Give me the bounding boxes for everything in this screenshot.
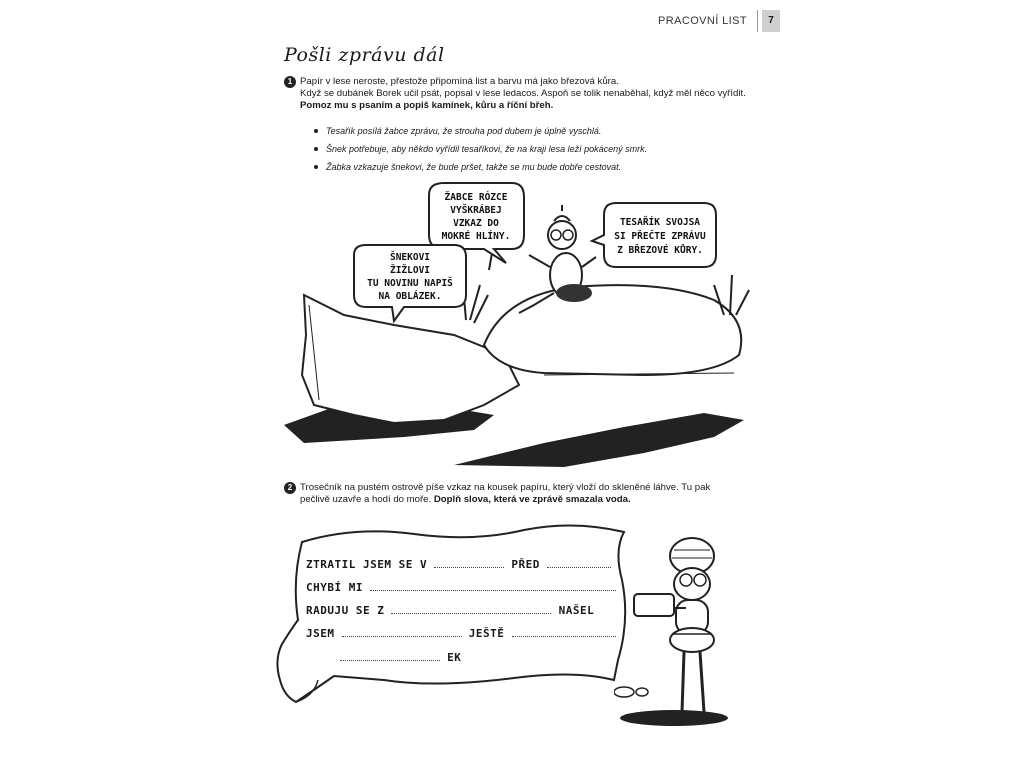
- scroll-line-1: [306, 557, 611, 571]
- task-2-line-1: Trosečník na pustém ostrově píše vzkaz na kousek papíru, který vloží do skleněné láhve. Tu pak: [300, 482, 711, 493]
- task-number-badge: 1: [284, 76, 296, 88]
- page-header: [658, 10, 780, 32]
- blank-field[interactable]: [342, 626, 462, 637]
- blank-field[interactable]: [391, 603, 551, 614]
- blank-field[interactable]: [434, 557, 504, 568]
- bubble-line: ŽABCE RÓZCE: [444, 192, 508, 203]
- bubble-line: VYŠKRÁBEJ: [450, 205, 502, 216]
- acorn-character: [614, 528, 754, 728]
- bubble-line: ŽIŽLOVI: [389, 265, 431, 276]
- speech-bubble-right: [592, 203, 716, 267]
- speech-bubble-left: [354, 245, 466, 321]
- forest-illustration: [244, 175, 780, 480]
- grass: [489, 253, 492, 270]
- scroll-text: CHYBÍ MI: [306, 581, 363, 594]
- page-title: Pošli zprávu dál: [284, 44, 445, 66]
- scroll-text: JSEM: [306, 627, 335, 640]
- scroll-text: JEŠTĚ: [468, 627, 505, 640]
- task-number-badge: 2: [284, 482, 296, 494]
- scroll-text: RADUJU SE Z: [306, 604, 385, 617]
- task-1-instruction: Pomoz mu s psaním a popiš kamínek, kůru a říční břeh.: [300, 100, 554, 111]
- list-item: Žabka vzkazuje šnekovi, že bude pršet, takže se mu bude dobře cestovat.: [314, 158, 647, 176]
- scroll-line-5: [340, 650, 461, 664]
- blank-field[interactable]: [370, 580, 616, 591]
- task-2: [284, 482, 774, 506]
- task-1-line-2: Když se dubánek Borek učil psát, popsal v lese ledacos. Aspoň se tolik nenaběhal, když měl něco vyřídit.: [300, 88, 746, 99]
- scroll-line-2: [306, 580, 616, 594]
- worksheet-page: [244, 0, 780, 768]
- bubble-line: TU NOVINU NAPIŠ: [367, 278, 453, 289]
- blank-field[interactable]: [512, 626, 616, 637]
- scroll-text: NAŠEL: [558, 604, 595, 617]
- scroll-text: PŘED: [511, 558, 540, 571]
- task-1-line-1: Papír v lese neroste, přestože připomíná list a barvu má jako březová kůra.: [300, 76, 619, 87]
- bubble-line: Z BŘEZOVÉ KŮRY.: [617, 245, 703, 256]
- task-2-instruction: Doplň slova, která ve zprávě smazala voda.: [433, 494, 631, 505]
- bubble-line: NA OBLÁZEK.: [378, 291, 442, 302]
- bubble-line: VZKAZ DO: [453, 218, 499, 229]
- bullet-list: [314, 122, 647, 176]
- bubble-line: MOKRÉ HLÍNY.: [441, 231, 511, 242]
- worksheet-label: PRACOVNÍ LIST: [658, 10, 758, 32]
- blank-field[interactable]: [340, 650, 440, 661]
- list-item: Tesařík posílá žabce zprávu, že strouha pod dubem je úplně vyschlá.: [314, 122, 647, 140]
- task-2-line-2: pečlivě uzavře a hodí do moře.: [300, 494, 432, 505]
- bark-piece: [302, 295, 519, 423]
- bubble-line: SI PŘEČTE ZPRÁVU: [614, 231, 706, 242]
- scroll-text: ZTRATIL JSEM SE V: [306, 558, 428, 571]
- ground-shadow: [454, 413, 744, 467]
- task-1: [284, 76, 774, 112]
- rock: [484, 285, 741, 375]
- scroll-line-3: [306, 603, 594, 617]
- bubble-line: ŠNEKOVI: [389, 252, 431, 263]
- bubble-line: TESAŘÍK SVOJSA: [619, 217, 701, 228]
- list-item: Šnek potřebuje, aby někdo vyřídil tesaříkovi, že na kraji lesa leží pokácený smrk.: [314, 140, 647, 158]
- blank-field[interactable]: [547, 557, 611, 568]
- scroll-text: EK: [447, 651, 462, 664]
- page-number: 7: [762, 10, 780, 32]
- scroll-line-4: [306, 626, 616, 640]
